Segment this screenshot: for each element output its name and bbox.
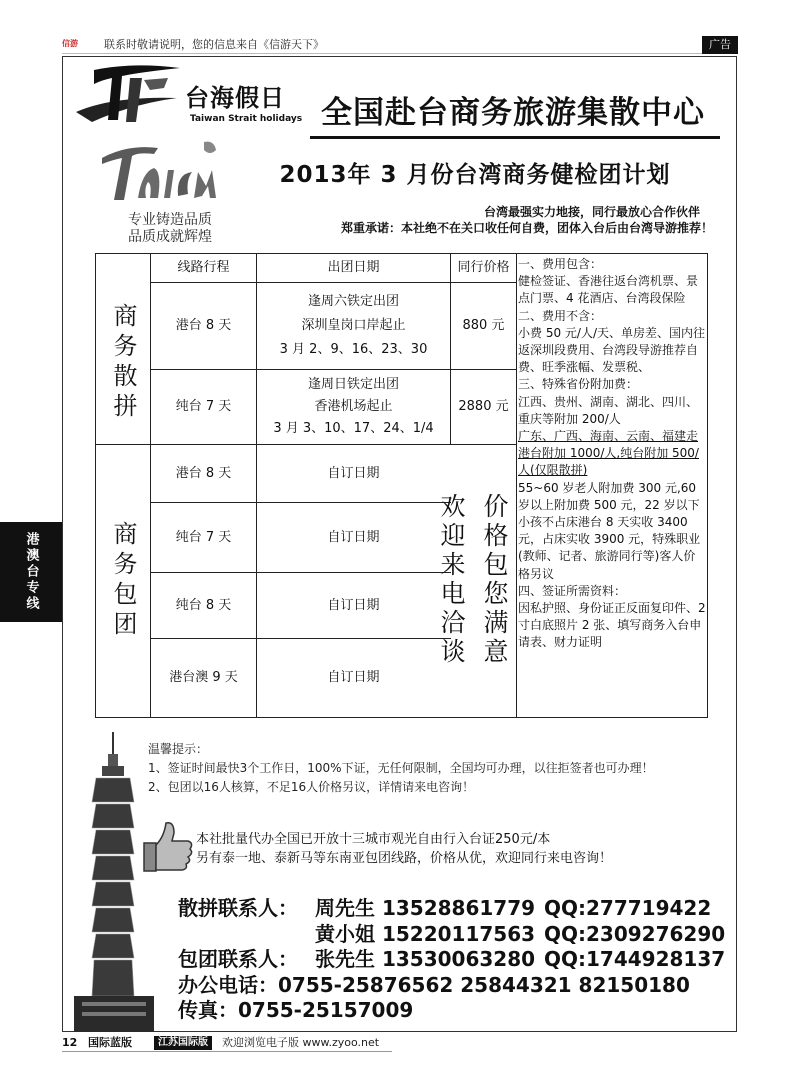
contact-person[interactable]: 张先生 13530063280: [315, 947, 536, 971]
group-label-charter: [96, 444, 150, 717]
price-guarantee-text: 价格包您满意: [480, 493, 509, 667]
contact-block: [178, 896, 738, 1024]
wholesale-info: [196, 830, 726, 868]
table-row-date: [257, 370, 450, 444]
footer-divider: [62, 1051, 392, 1052]
table-row-price: 2880 元: [458, 399, 509, 414]
fee-notes: [518, 256, 706, 652]
tips-title: 温馨提示：: [148, 742, 209, 756]
welcome-text-col2: [472, 450, 516, 710]
fax-number[interactable]: 传真：0755-25157009: [178, 998, 414, 1022]
note-heading: 一、费用包含：: [518, 257, 603, 271]
thumbs-up-icon: [136, 815, 196, 875]
contact-qq[interactable]: QQ:1744928137: [544, 947, 726, 971]
date-line: 香港机场起止: [314, 399, 393, 414]
contact-label-charter: 包团联系人：: [178, 947, 298, 971]
column-header-date: 出团日期: [327, 260, 380, 275]
table-row-date: 自订日期: [327, 529, 380, 545]
taiwan-strait-logo-icon: [72, 62, 187, 132]
note-text: 55~60 岁老人附加费 300 元,60 岁以上附加费 500 元，22 岁以下小孩不占床港台 8 天实收 3400 元，占床实收 3900 元，特殊职业(教师、记者、旅游同行等)客人价格另议: [518, 480, 701, 581]
plan-title: 2013年 3 月份台湾商务健检团计划: [279, 162, 671, 188]
date-line: 逢周日铁定出团: [307, 377, 399, 392]
slogan-line: 品质成就辉煌: [128, 229, 212, 245]
date-line: 逢周六铁定出团: [307, 294, 399, 309]
subheadline: 台湾最强实力地接，同行最放心合作伙伴: [483, 205, 700, 219]
table-row-route: 港台澳 9 天: [169, 670, 238, 685]
date-line: 深圳皇岗口岸起止: [301, 318, 406, 333]
note-heading: 三、特殊省份附加费：: [518, 377, 639, 392]
column-header-route: 线路行程: [177, 260, 230, 275]
edition-tag: 江苏国际版: [154, 1036, 212, 1050]
group-label-mixed: [96, 282, 150, 444]
table-row-date: 自订日期: [327, 465, 380, 481]
edition-name: 国际蓝版: [88, 1036, 132, 1049]
taiwan-calligraphy-icon: [98, 138, 228, 208]
table-row-route: 纯台 7 天: [175, 399, 232, 414]
group-label-charter-text: 商务包团: [109, 520, 137, 641]
welcome-text-col1: [428, 450, 474, 710]
table-row-route: 港台 8 天: [175, 318, 232, 333]
page-number: 12: [62, 1036, 78, 1049]
website-link[interactable]: 欢迎浏览电子版 www.zyoo.net: [222, 1036, 380, 1049]
side-tab-label: 港澳台专线: [23, 532, 39, 612]
contact-person[interactable]: 黄小姐 15220117563: [315, 921, 536, 946]
column-header-price: 同行价格: [457, 260, 510, 275]
tips-section: [148, 740, 718, 797]
header-bar: [62, 36, 737, 54]
brand-name: 台海假日: [185, 84, 285, 112]
contact-person[interactable]: 周先生 13528861779: [315, 896, 536, 920]
date-line: 3 月 2、9、16、23、30: [279, 342, 428, 357]
brand-english-name: Taiwan Strait holidays: [190, 114, 303, 124]
office-phone[interactable]: 办公电话：0755-25876562 25844321 82150180: [178, 972, 690, 997]
section-tag-ad: 广告: [702, 36, 738, 54]
note-text: 江西、贵州、湖南、湖北、四川、重庆等附加 200/人: [518, 394, 699, 426]
table-row-route: 港台 8 天: [175, 465, 232, 481]
table-row-route: 纯台 7 天: [175, 529, 232, 545]
contact-qq[interactable]: QQ:2309276290: [544, 921, 726, 946]
contact-qq[interactable]: QQ:277719422: [544, 896, 712, 920]
note-text-underlined: 广东、广西、海南、云南、福建走港台附加 1000/人,纯台附加 500/人(仅限散拼): [518, 429, 699, 478]
note-heading: 四、签证所需资料：: [518, 583, 627, 598]
page-footer: [62, 1035, 402, 1051]
tips-item: 2、包团以16人核算，不足16人价格另议，详情请来电咨询！: [148, 780, 475, 794]
wholesale-line: 另有泰一地、泰新马等东南亚包团线路，价格从优，欢迎同行来电咨询！: [196, 851, 613, 866]
side-section-tab: [0, 522, 62, 622]
table-row-date: 自订日期: [327, 597, 380, 613]
tips-item: 1、签证时间最快3个工作日，100%下证，无任何限制，全国均可办理，以往拒签者也可办理！: [148, 761, 654, 775]
table-row-date: [257, 283, 450, 369]
header-notice: 联系时敬请说明，您的信息来自《信游天下》: [104, 38, 324, 51]
table-row-price: 880 元: [462, 318, 505, 333]
note-text: 因私护照、身份证正反面复印件、2 寸白底照片 2 张、填写商务入台申请表、财力证明: [518, 601, 706, 650]
table-row-date: 自订日期: [327, 670, 380, 685]
taipei-101-tower-icon: [68, 732, 160, 1032]
headline: 全国赴台商务旅游集散中心: [321, 95, 705, 131]
note-text: 健检签证、香港往返台湾机票、景点门票、4 花酒店、台湾段保险: [518, 274, 699, 306]
welcome-call-text: 欢迎来电洽谈: [437, 493, 466, 667]
slogan: [95, 212, 245, 246]
note-text: 小费 50 元/人/天、单房差、国内往返深圳段费用、台湾段导游推荐自费、旺季涨幅、发票税、: [518, 325, 705, 375]
group-label-mixed-text: 商务散拼: [109, 303, 137, 423]
slogan-line: 专业铸造品质: [128, 212, 212, 228]
headline-underline: [310, 136, 720, 139]
promise-text: 郑重承诺：本社绝不在关口收任何自费，团体入台后由台湾导游推荐！: [340, 221, 713, 235]
table-row-route: 纯台 8 天: [175, 597, 232, 613]
contact-label-mixed: 散拼联系人：: [178, 896, 298, 920]
note-heading: 二、费用不含：: [518, 308, 603, 323]
wholesale-line: 本社批量代办全国已开放十三城市观光自由行入台证250元/本: [196, 832, 551, 847]
publication-logo: 信游: [62, 39, 78, 48]
date-line: 3 月 3、10、17、24、1/4: [273, 421, 434, 436]
